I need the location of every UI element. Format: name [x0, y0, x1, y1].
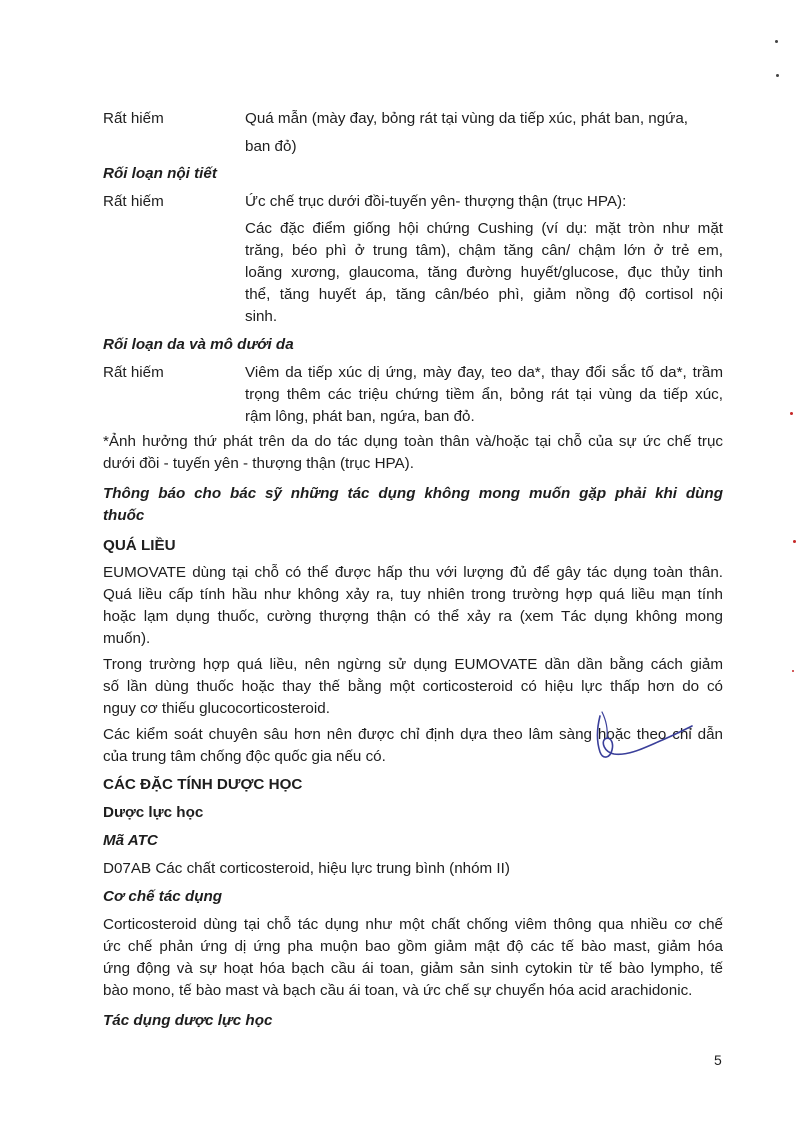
section-heading-overdose: QUÁ LIỀU	[103, 537, 176, 554]
text-line: *Ảnh hưởng thứ phát trên da do tác dụng toàn thân và/hoặc tại chỗ của sự ức chế trục	[103, 433, 723, 450]
section-heading-skin: Rối loạn da và mô dưới da	[103, 336, 294, 353]
subheading-pd-effects: Tác dụng dược lực học	[103, 1012, 273, 1029]
text-line: Trong trường hợp quá liều, nên ngừng sử dụng EUMOVATE dần dần bằng cách giảm	[103, 656, 723, 673]
footnote	[103, 431, 723, 475]
effect-paragraph	[245, 362, 723, 428]
text-line: ứng động và sự hoạt hóa bạch cầu ái toan, giảm sản sinh cytokin từ tế bào lympho, tế	[103, 960, 723, 977]
signature-stroke	[597, 716, 692, 757]
text-line: dưới đồi - tuyến yên - thượng thận (trục HPA).	[103, 455, 414, 472]
text-line: EUMOVATE dùng tại chỗ có thể được hấp thu với lượng đủ để gây tác dụng toàn thân.	[103, 564, 723, 581]
text-line: trăng, béo phì ở trung tâm), chậm tăng cân/ chậm lớn ở trẻ em,	[245, 242, 723, 259]
text-line: Các đặc điểm giống hội chứng Cushing (ví dụ: mặt tròn như mặt	[245, 220, 723, 237]
subheading-pharmacodynamics: Dược lực học	[103, 804, 204, 821]
overdose-paragraph	[103, 562, 723, 650]
effect-text: Quá mẫn (mày đay, bỏng rát tại vùng da tiếp xúc, phát ban, ngứa,	[245, 110, 688, 127]
effect-text: ban đỏ)	[245, 138, 297, 155]
text-line: thuốc	[103, 507, 145, 524]
text-line: muốn).	[103, 630, 151, 647]
text-line: ức chế phản ứng dị ứng pha muộn bao gồm giảm mật độ các tế bào mast, giảm hóa	[103, 938, 723, 955]
text-line: hoặc lạm dụng thuốc, cường thượng thận có thể xảy ra (xem Tác dụng không mong	[103, 608, 723, 625]
scan-speck	[776, 74, 779, 77]
text-line: Quá liều cấp tính hầu như không xảy ra, tuy nhiên trong trường hợp quá liều mạn tính	[103, 586, 723, 603]
effect-paragraph	[245, 218, 723, 328]
text-line: trọng thêm các triệu chứng tiềm ẩn, bỏng rát tại vùng da tiếp xúc,	[245, 386, 723, 403]
frequency-label: Rất hiếm	[103, 364, 164, 381]
scan-speck	[790, 412, 793, 415]
mechanism-paragraph	[103, 914, 723, 1002]
text-line: thể, tăng huyết áp, tăng cân/béo phì, giảm nồng độ cortisol nội	[245, 286, 723, 303]
text-line: rậm lông, phát ban, ngứa, ban đỏ.	[245, 408, 475, 425]
frequency-label: Rất hiếm	[103, 193, 164, 210]
text-line: Viêm da tiếp xúc dị ứng, mày đay, teo da*, thay đổi sắc tố da*, trầm	[245, 364, 723, 381]
subheading-atc: Mã ATC	[103, 832, 158, 849]
frequency-label: Rất hiếm	[103, 110, 164, 127]
scan-speck	[775, 40, 778, 43]
text-line: Corticosteroid dùng tại chỗ tác dụng như một chất chống viêm thông qua nhiều cơ chế	[103, 916, 723, 933]
text-line: của trung tâm chống độc quốc gia nếu có.	[103, 748, 386, 765]
subheading-mechanism: Cơ chế tác dụng	[103, 888, 223, 905]
text-line: bào mono, tế bào mast và bạch cầu ái toan, và ức chế sự chuyển hóa acid arachidonic.	[103, 982, 693, 999]
text-line: nguy cơ thiếu glucocorticosteroid.	[103, 700, 330, 717]
signature-stroke	[602, 712, 607, 738]
text-line: Các kiểm soát chuyên sâu hơn nên được chỉ định dựa theo lâm sàng hoặc theo chỉ dẫn	[103, 726, 723, 743]
page-number: 5	[714, 1052, 722, 1068]
scan-speck	[793, 540, 796, 543]
section-heading-pharmacology: CÁC ĐẶC TÍNH DƯỢC HỌC	[103, 776, 303, 793]
scan-speck	[792, 670, 794, 672]
text-line: số lần dùng thuốc hoặc thay thế bằng một corticosteroid có hiệu lực thấp hơn do có	[103, 678, 723, 695]
section-heading-endocrine: Rối loạn nội tiết	[103, 165, 217, 182]
effect-text: Ức chế trục dưới đồi-tuyến yên- thượng thận (trục HPA):	[245, 193, 627, 210]
text-line: Thông báo cho bác sỹ những tác dụng không mong muốn gặp phải khi dùng	[103, 485, 723, 502]
text-line: loãng xương, glaucoma, tăng đường huyết/glucose, đục thủy tinh	[245, 264, 723, 281]
text-line: sinh.	[245, 308, 278, 325]
atc-code-text: D07AB Các chất corticosteroid, hiệu lực trung bình (nhóm II)	[103, 860, 510, 877]
signature-mark	[588, 708, 698, 770]
notice-heading	[103, 483, 723, 527]
